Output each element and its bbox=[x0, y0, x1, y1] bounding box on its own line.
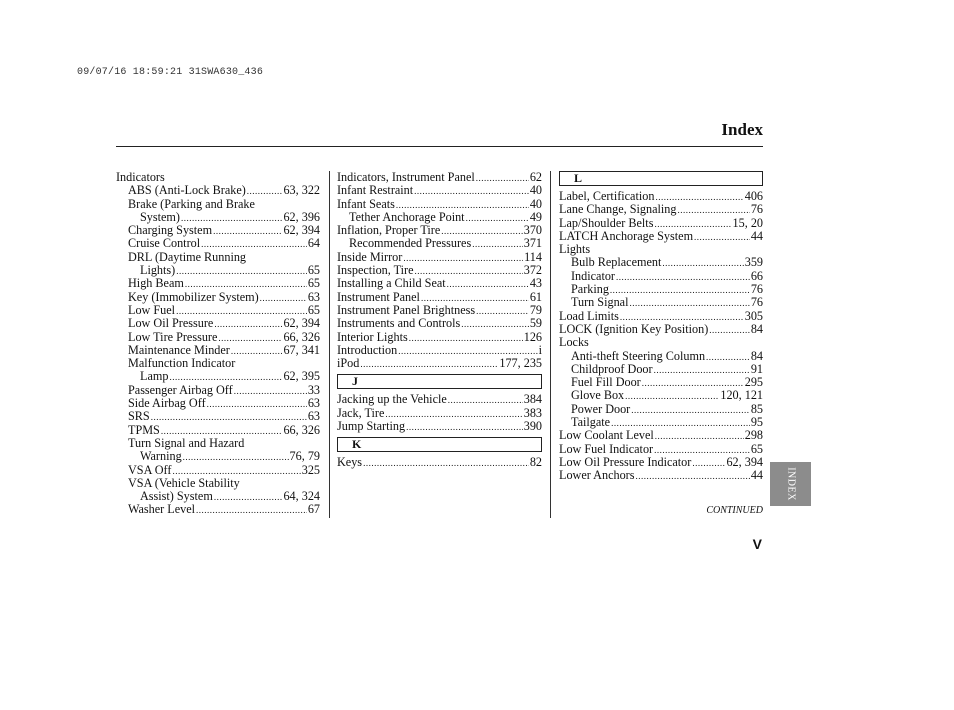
page-reference: 62, 394 bbox=[726, 454, 763, 469]
page-reference: 298 bbox=[744, 428, 763, 443]
index-entry[interactable] bbox=[559, 310, 763, 323]
page-number: V bbox=[752, 536, 762, 552]
page-reference: 15, 20 bbox=[732, 215, 763, 230]
leader-dots bbox=[213, 225, 282, 238]
index-entry[interactable] bbox=[559, 243, 763, 256]
page-reference: 63, 322 bbox=[283, 183, 320, 198]
leader-dots bbox=[466, 212, 529, 225]
entry-term: Installing a Child Seat bbox=[337, 276, 446, 291]
index-entry[interactable] bbox=[559, 429, 763, 442]
page-reference: 63 bbox=[307, 396, 320, 411]
section-letter-j: J bbox=[337, 374, 542, 389]
entry-term: Introduction bbox=[337, 342, 398, 357]
entry-term: Assist) System bbox=[140, 489, 213, 504]
entry-term: Glove Box bbox=[571, 388, 625, 403]
page-reference: 62 bbox=[529, 170, 542, 184]
leader-dots bbox=[610, 284, 750, 297]
entry-term: Malfunction Indicator bbox=[128, 356, 236, 371]
leader-dots bbox=[406, 421, 523, 434]
index-entry[interactable] bbox=[337, 420, 542, 433]
entry-term: Infant Seats bbox=[337, 196, 395, 211]
page-reference: 62, 394 bbox=[283, 316, 320, 331]
page-reference: 44 bbox=[750, 468, 763, 483]
index-column-3 bbox=[559, 171, 763, 483]
entry-term: Low Tire Pressure bbox=[128, 329, 218, 344]
page-reference: 66, 326 bbox=[283, 329, 320, 344]
entry-term: Lights) bbox=[140, 263, 176, 278]
index-subentry[interactable] bbox=[116, 277, 320, 290]
entry-term: Cruise Control bbox=[128, 236, 201, 251]
leader-dots bbox=[231, 345, 283, 358]
leader-dots bbox=[635, 470, 749, 483]
entry-term: Lower Anchors bbox=[559, 468, 635, 483]
leader-dots bbox=[476, 305, 529, 318]
column-divider-2 bbox=[550, 171, 551, 518]
index-tab[interactable] bbox=[770, 462, 811, 506]
index-subentry[interactable] bbox=[116, 237, 320, 250]
page-reference: 65 bbox=[307, 263, 320, 278]
page-reference: 64 bbox=[307, 236, 320, 251]
page-reference: 120, 121 bbox=[720, 388, 763, 403]
page-reference: 95 bbox=[750, 415, 763, 430]
entry-term: SRS bbox=[128, 409, 150, 424]
index-entry[interactable] bbox=[337, 291, 542, 304]
entry-term: Lane Change, Signaling bbox=[559, 202, 677, 217]
page-reference: 65 bbox=[750, 441, 763, 456]
entry-term: Warning bbox=[140, 449, 182, 464]
index-entry[interactable] bbox=[337, 317, 542, 330]
leader-dots bbox=[448, 394, 523, 407]
index-subentry[interactable] bbox=[559, 389, 763, 402]
index-subentry[interactable] bbox=[116, 370, 320, 383]
index-entry[interactable] bbox=[337, 277, 542, 290]
entry-term: Maintenance Minder bbox=[128, 342, 230, 357]
entry-term: Lamp bbox=[140, 369, 169, 384]
index-entry[interactable] bbox=[116, 171, 320, 184]
leader-dots bbox=[207, 398, 307, 411]
index-subentry[interactable] bbox=[337, 211, 542, 224]
index-entry[interactable] bbox=[337, 198, 542, 211]
entry-term: High Beam bbox=[128, 276, 184, 291]
page-reference: 370 bbox=[523, 223, 542, 238]
index-entry[interactable] bbox=[337, 264, 542, 277]
index-subentry[interactable] bbox=[116, 184, 320, 197]
index-entry[interactable] bbox=[337, 331, 542, 344]
index-entry[interactable] bbox=[559, 323, 763, 336]
page-reference: i bbox=[538, 342, 542, 357]
index-subentry[interactable] bbox=[116, 317, 320, 330]
index-subentry[interactable] bbox=[559, 283, 763, 296]
entry-term: Jump Starting bbox=[337, 419, 406, 434]
page-reference: 305 bbox=[744, 308, 763, 323]
page-reference: 177, 235 bbox=[499, 356, 542, 371]
page-reference: 82 bbox=[529, 455, 542, 470]
page-reference: 85 bbox=[750, 401, 763, 416]
entry-term: Childproof Door bbox=[571, 361, 653, 376]
page-reference: 61 bbox=[529, 289, 542, 304]
index-entry[interactable] bbox=[559, 469, 763, 482]
entry-term: Inside Mirror bbox=[337, 249, 403, 264]
entry-term: Locks bbox=[559, 335, 589, 350]
entry-term: Jack, Tire bbox=[337, 405, 385, 420]
index-entry[interactable] bbox=[559, 456, 763, 469]
entry-term: Low Coolant Level bbox=[559, 428, 654, 443]
index-subentry[interactable] bbox=[116, 437, 320, 450]
page-reference: 325 bbox=[301, 462, 320, 477]
index-entry[interactable] bbox=[559, 217, 763, 230]
entry-term: Side Airbag Off bbox=[128, 396, 206, 411]
page-reference: 62, 394 bbox=[283, 223, 320, 238]
index-subentry[interactable] bbox=[116, 424, 320, 437]
index-subentry[interactable] bbox=[337, 237, 542, 250]
entry-term: LOCK (Ignition Key Position) bbox=[559, 321, 709, 336]
page-reference: 33 bbox=[307, 382, 320, 397]
index-subentry[interactable] bbox=[559, 403, 763, 416]
page-reference: 126 bbox=[523, 329, 542, 344]
leader-dots bbox=[196, 504, 307, 517]
leader-dots bbox=[447, 278, 529, 291]
page-reference: 44 bbox=[750, 228, 763, 243]
page-reference: 383 bbox=[523, 405, 542, 420]
leader-dots bbox=[403, 252, 523, 265]
leader-dots bbox=[476, 172, 529, 185]
leader-dots bbox=[360, 358, 498, 371]
entry-term: Inspection, Tire bbox=[337, 263, 414, 278]
page-reference: 76, 79 bbox=[289, 449, 320, 464]
index-tab-label: INDEX bbox=[785, 467, 796, 501]
entry-term: Tether Anchorage Point bbox=[349, 209, 465, 224]
index-subentry[interactable] bbox=[116, 477, 320, 490]
continued-note: CONTINUED bbox=[706, 505, 763, 516]
index-subentry[interactable] bbox=[559, 363, 763, 376]
entry-term: Inflation, Proper Tire bbox=[337, 223, 441, 238]
index-subentry[interactable] bbox=[559, 270, 763, 283]
page-reference: 76 bbox=[750, 282, 763, 297]
index-subentry[interactable] bbox=[116, 410, 320, 423]
index-column-2 bbox=[337, 171, 542, 470]
header-rule bbox=[116, 146, 763, 147]
index-subentry[interactable] bbox=[116, 211, 320, 224]
entry-term: Key (Immobilizer System) bbox=[128, 289, 259, 304]
entry-term: TPMS bbox=[128, 422, 160, 437]
column-divider-1 bbox=[329, 171, 330, 518]
leader-dots bbox=[214, 318, 282, 331]
leader-dots bbox=[706, 351, 750, 364]
entry-term: Turn Signal bbox=[571, 295, 629, 310]
entry-term: Label, Certification bbox=[559, 189, 655, 203]
leader-dots bbox=[709, 324, 750, 337]
page-reference: 66, 326 bbox=[283, 422, 320, 437]
entry-term: LATCH Anchorage System bbox=[559, 228, 694, 243]
entry-term: Lap/Shoulder Belts bbox=[559, 215, 654, 230]
page-reference: 63 bbox=[307, 289, 320, 304]
entry-term: Bulb Replacement bbox=[571, 255, 662, 270]
index-entry[interactable] bbox=[337, 171, 542, 184]
page-reference: 84 bbox=[750, 321, 763, 336]
index-entry[interactable] bbox=[559, 443, 763, 456]
leader-dots bbox=[662, 257, 743, 270]
entry-term: Low Fuel bbox=[128, 302, 176, 317]
entry-term: Washer Level bbox=[128, 502, 196, 517]
index-entry[interactable] bbox=[559, 190, 763, 203]
leader-dots bbox=[409, 332, 523, 345]
entry-term: Fuel Fill Door bbox=[571, 375, 641, 390]
leader-dots bbox=[631, 404, 750, 417]
page-reference: 114 bbox=[524, 249, 542, 264]
leader-dots bbox=[461, 318, 529, 331]
entry-term: Parking bbox=[571, 282, 609, 297]
index-subentry[interactable] bbox=[116, 331, 320, 344]
page-reference: 76 bbox=[750, 295, 763, 310]
page-reference: 67, 341 bbox=[283, 342, 320, 357]
index-entry[interactable] bbox=[559, 336, 763, 349]
page-reference: 295 bbox=[744, 375, 763, 390]
index-subentry[interactable] bbox=[559, 350, 763, 363]
section-letter-k: K bbox=[337, 437, 542, 452]
page-reference: 40 bbox=[529, 183, 542, 198]
leader-dots bbox=[629, 297, 749, 310]
leader-dots bbox=[183, 451, 289, 464]
index-subentry[interactable] bbox=[116, 251, 320, 264]
index-entry[interactable] bbox=[337, 407, 542, 420]
leader-dots bbox=[692, 457, 725, 470]
index-entry[interactable] bbox=[337, 393, 542, 406]
page-reference: 66 bbox=[750, 268, 763, 283]
entry-term: Jacking up the Vehicle bbox=[337, 392, 447, 407]
index-subentry[interactable] bbox=[116, 198, 320, 211]
leader-dots bbox=[654, 364, 750, 377]
index-subentry[interactable] bbox=[116, 264, 320, 277]
index-entry[interactable] bbox=[337, 184, 542, 197]
index-subentry[interactable] bbox=[116, 357, 320, 370]
entry-term: Low Fuel Indicator bbox=[559, 441, 654, 456]
entry-term: Instruments and Controls bbox=[337, 316, 461, 331]
page-reference: 43 bbox=[529, 276, 542, 291]
index-subentry[interactable] bbox=[559, 296, 763, 309]
leader-dots bbox=[414, 185, 529, 198]
entry-term: Low Oil Pressure bbox=[128, 316, 214, 331]
leader-dots bbox=[472, 238, 523, 251]
entry-term: Load Limits bbox=[559, 308, 619, 323]
page-reference: 91 bbox=[750, 361, 763, 376]
page-reference: 372 bbox=[523, 263, 542, 278]
index-subentry[interactable] bbox=[116, 503, 320, 516]
page-reference: 40 bbox=[529, 196, 542, 211]
page-reference: 63 bbox=[307, 409, 320, 424]
page-reference: 62, 396 bbox=[283, 209, 320, 224]
index-column-1 bbox=[116, 171, 320, 517]
page-title: Index bbox=[721, 120, 763, 139]
entry-term: System) bbox=[140, 209, 180, 224]
entry-term: Passenger Airbag Off bbox=[128, 382, 233, 397]
entry-term: ABS (Anti-Lock Brake) bbox=[128, 183, 246, 198]
index-subentry[interactable] bbox=[116, 397, 320, 410]
print-stamp: 09/07/16 18:59:21 31SWA630_436 bbox=[77, 67, 264, 78]
entry-term: VSA (Vehicle Stability bbox=[128, 475, 240, 490]
entry-term: Instrument Panel Brightness bbox=[337, 302, 476, 317]
entry-term: Brake (Parking and Brake bbox=[128, 196, 255, 211]
entry-term: Recommended Pressures bbox=[349, 236, 472, 251]
index-subentry[interactable] bbox=[116, 344, 320, 357]
page-reference: 59 bbox=[529, 316, 542, 331]
index-subentry[interactable] bbox=[559, 376, 763, 389]
leader-dots bbox=[625, 390, 719, 403]
entry-term: Turn Signal and Hazard bbox=[128, 435, 245, 450]
leader-dots bbox=[260, 292, 307, 305]
entry-term: Infant Restraint bbox=[337, 183, 414, 198]
page-reference: 65 bbox=[307, 302, 320, 317]
entry-term: Tailgate bbox=[571, 415, 611, 430]
entry-term: VSA Off bbox=[128, 462, 172, 477]
index-subentry[interactable] bbox=[116, 490, 320, 503]
index-entry[interactable] bbox=[337, 344, 542, 357]
entry-term: Instrument Panel bbox=[337, 289, 420, 304]
page-reference: 67 bbox=[307, 502, 320, 517]
entry-term: Keys bbox=[337, 455, 363, 470]
index-subentry[interactable] bbox=[116, 450, 320, 463]
entry-term: Power Door bbox=[571, 401, 631, 416]
entry-term: Indicator bbox=[571, 268, 615, 283]
page-reference: 79 bbox=[529, 302, 542, 317]
entry-term: Low Oil Pressure Indicator bbox=[559, 454, 692, 469]
page-reference: 390 bbox=[523, 419, 542, 434]
index-subentry[interactable] bbox=[559, 256, 763, 269]
entry-term: Indicators, Instrument Panel bbox=[337, 170, 475, 184]
index-subentry[interactable] bbox=[116, 224, 320, 237]
index-entry[interactable] bbox=[559, 230, 763, 243]
page-reference: 62, 395 bbox=[283, 369, 320, 384]
index-subentry[interactable] bbox=[116, 304, 320, 317]
entry-term: Interior Lights bbox=[337, 329, 408, 344]
index-subentry[interactable] bbox=[116, 464, 320, 477]
index-entry[interactable] bbox=[337, 251, 542, 264]
leader-dots bbox=[234, 385, 307, 398]
leader-dots bbox=[655, 430, 744, 443]
index-subentry[interactable] bbox=[559, 416, 763, 429]
page-reference: 65 bbox=[307, 276, 320, 291]
page-reference: 359 bbox=[744, 255, 763, 270]
index-entry[interactable] bbox=[559, 203, 763, 216]
page-reference: 371 bbox=[523, 236, 542, 251]
leader-dots bbox=[616, 271, 750, 284]
entry-term: iPod bbox=[337, 356, 360, 371]
index-entry[interactable] bbox=[337, 224, 542, 237]
index-entry[interactable] bbox=[337, 304, 542, 317]
entry-term: Anti-theft Steering Column bbox=[571, 348, 706, 363]
leader-dots bbox=[363, 457, 529, 470]
entry-term: DRL (Daytime Running bbox=[128, 249, 247, 264]
page-reference: 76 bbox=[750, 202, 763, 217]
page-reference: 49 bbox=[529, 209, 542, 224]
page-reference: 84 bbox=[750, 348, 763, 363]
page-reference: 406 bbox=[744, 189, 763, 203]
page-reference: 64, 324 bbox=[283, 489, 320, 504]
entry-term: Indicators bbox=[116, 170, 165, 184]
leader-dots bbox=[385, 408, 522, 421]
index-entry[interactable] bbox=[337, 456, 542, 469]
leader-dots bbox=[214, 491, 283, 504]
index-entry[interactable] bbox=[337, 357, 542, 370]
leader-dots bbox=[176, 265, 307, 278]
index-subentry[interactable] bbox=[116, 384, 320, 397]
entry-term: Charging System bbox=[128, 223, 213, 238]
leader-dots bbox=[694, 231, 750, 244]
entry-term: Lights bbox=[559, 242, 591, 257]
index-subentry[interactable] bbox=[116, 291, 320, 304]
section-letter-l: L bbox=[559, 171, 763, 186]
page-reference: 384 bbox=[523, 392, 542, 407]
